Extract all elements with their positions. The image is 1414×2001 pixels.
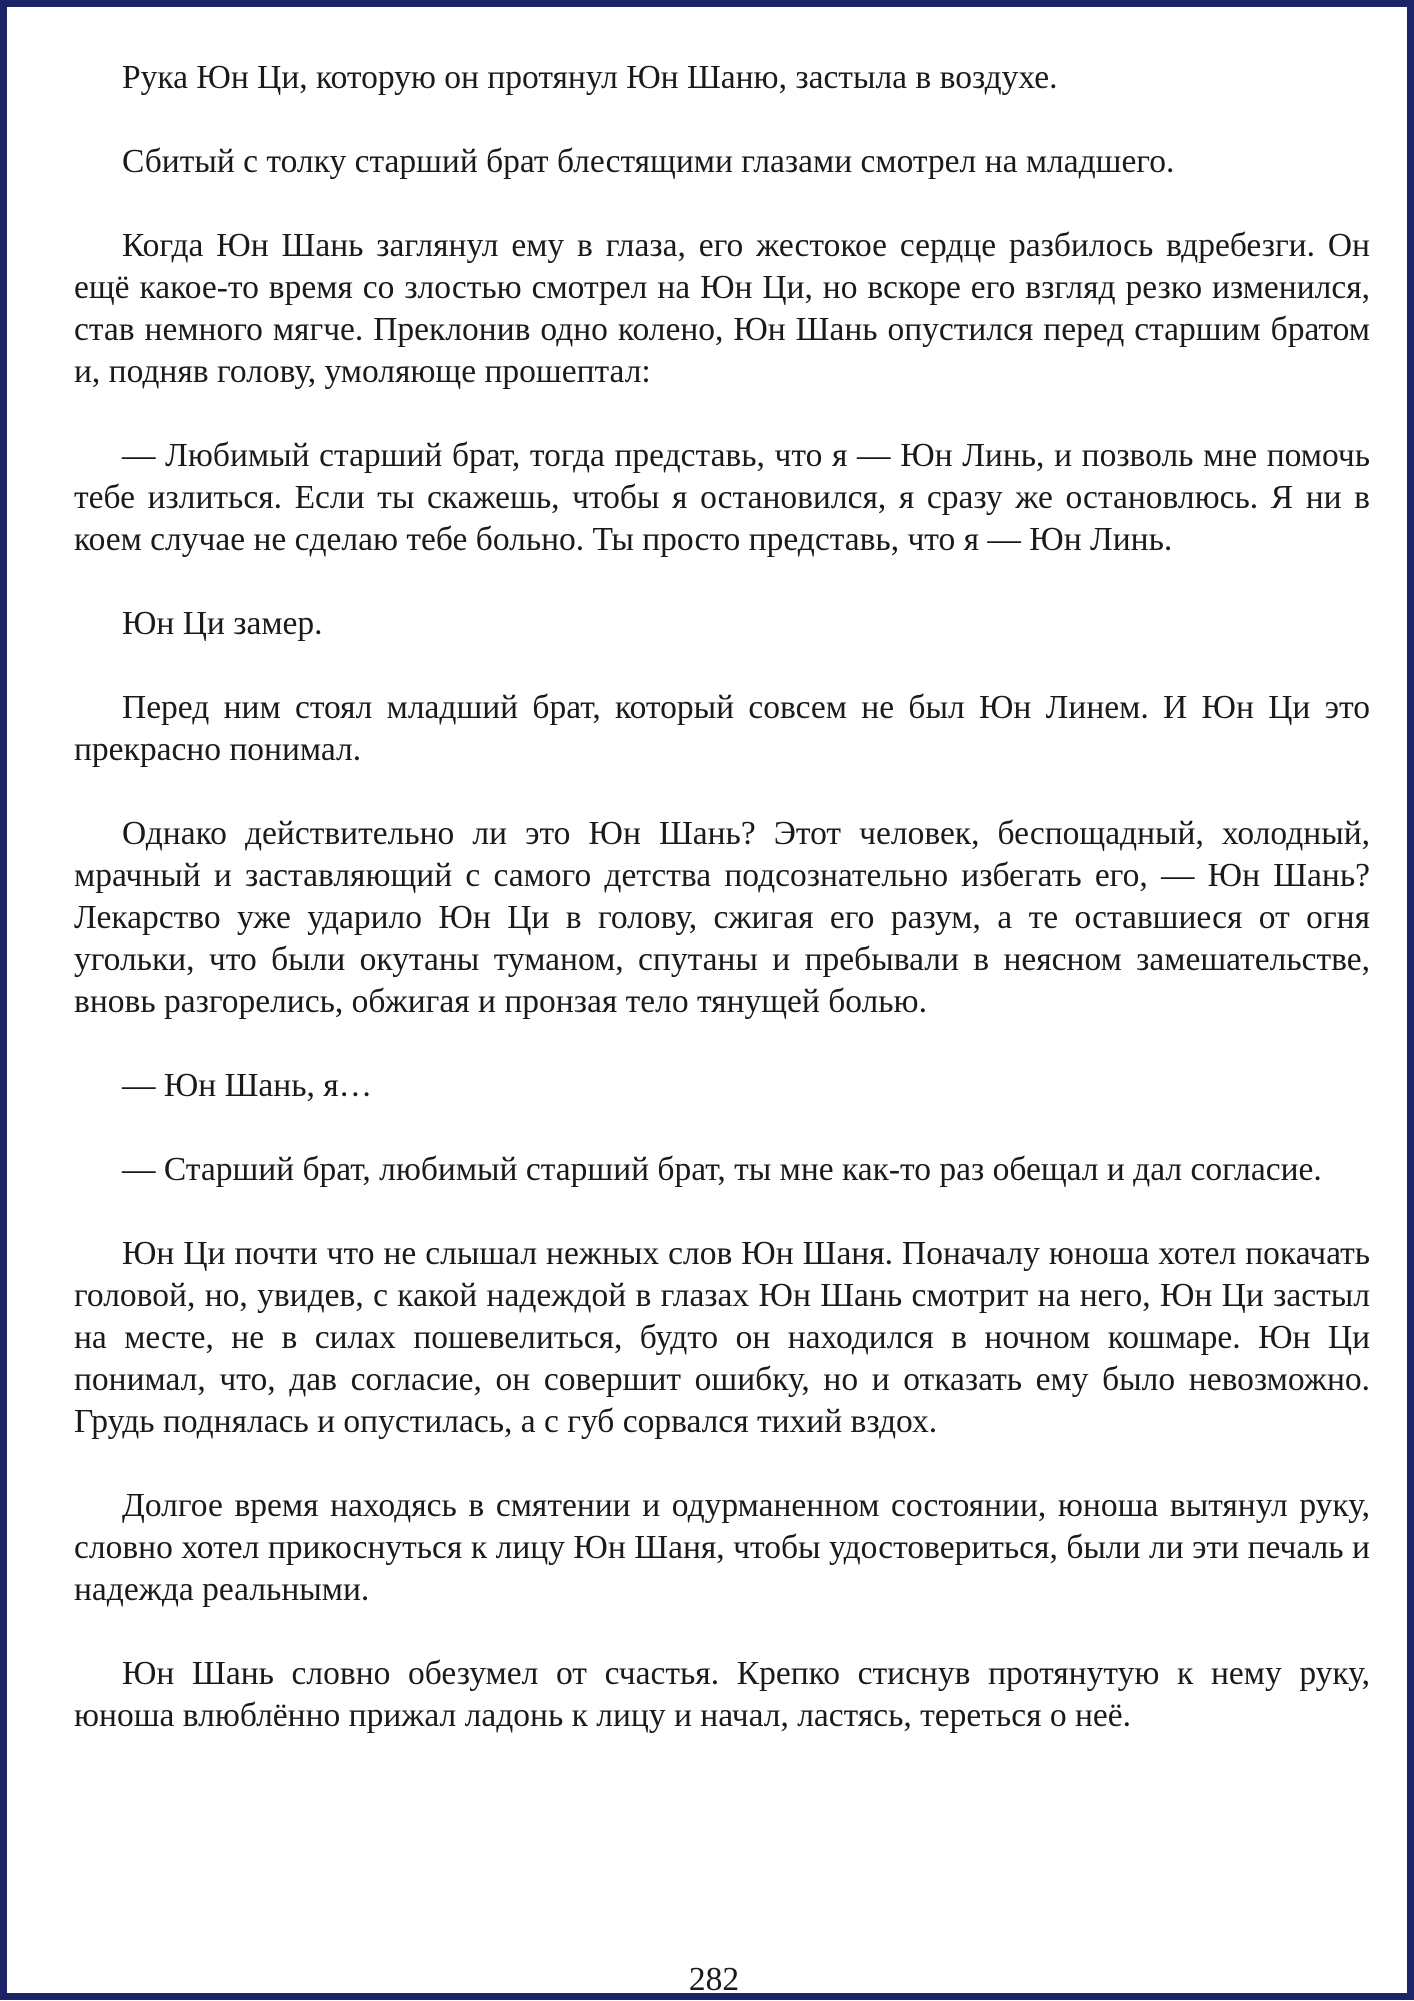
paragraph: — Старший брат, любимый старший брат, ты мне как-то раз обещал и дал согласие. [122, 1151, 1322, 1188]
paragraph: Сбитый с толку старший брат блестящими глазами смотрел на младшего. [122, 143, 1175, 180]
paragraph: Рука Юн Ци, которую он протянул Юн Шаню, застыла в воздухе. [122, 59, 1058, 96]
paragraph: Перед ним стоял младший брат, который совсем не был Юн Линем. И Юн Ци это прекрасно понимал. [74, 689, 1370, 768]
paragraph: Юн Шань словно обезумел от счастья. Крепко стиснув протянутую к нему руку, юноша влюблённо прижал ладонь к лицу и начал, ластясь, тереться о неё. [74, 1655, 1370, 1734]
paragraph: Юн Ци замер. [122, 605, 323, 642]
paragraph: — Юн Шань, я… [122, 1067, 373, 1104]
paragraph: Долгое время находясь в смятении и одурманенном состоянии, юноша вытянул руку, словно хотел прикоснуться к лицу Юн Шаня, чтобы удостовериться, были ли эти печаль и надежда реальными. [74, 1487, 1370, 1608]
paragraph: Юн Ци почти что не слышал нежных слов Юн Шаня. Поначалу юноша хотел покачать головой, но, увидев, с какой надеждой в глазах Юн Шань смотрит на него, Юн Ци застыл на месте, не в силах пошевелиться, будто он находился в ночном кошмаре. Юн Ци понимал, что, дав согласие, он совершит ошибку, но и отказать ему было невозможно. Грудь поднялась и опустилась, а с губ сорвался тихий вздох. [74, 1235, 1370, 1440]
paragraph: Однако действительно ли это Юн Шань? Этот человек, беспощадный, холодный, мрачный и заставляющий с самого детства подсознательно избегать его, — Юн Шань? Лекарство уже ударило Юн Ци в голову, сжигая его разум, а те оставшиеся от огня угольки, что были окутаны туманом, спутаны и пребывали в неясном замешательстве, вновь разгорелись, обжигая и пронзая тело тянущей болью. [74, 815, 1370, 1020]
paragraph: — Любимый старший брат, тогда представь, что я — Юн Линь, и позволь мне помочь тебе излиться. Если ты скажешь, чтобы я остановился, я сразу же остановлюсь. Я ни в коем случае не сделаю тебе больно. Ты просто представь, что я — Юн Линь. [74, 437, 1370, 558]
paragraph: Когда Юн Шань заглянул ему в глаза, его жестокое сердце разбилось вдребезги. Он ещё какое-то время со злостью смотрел на Юн Ци, но вскоре его взгляд резко изменился, став немного мягче. Преклонив одно колено, Юн Шань опустился перед старшим братом и, подняв голову, умоляюще прошептал: [74, 227, 1370, 390]
page-number: 282 [688, 1961, 740, 1998]
text-body [74, 57, 1370, 1779]
